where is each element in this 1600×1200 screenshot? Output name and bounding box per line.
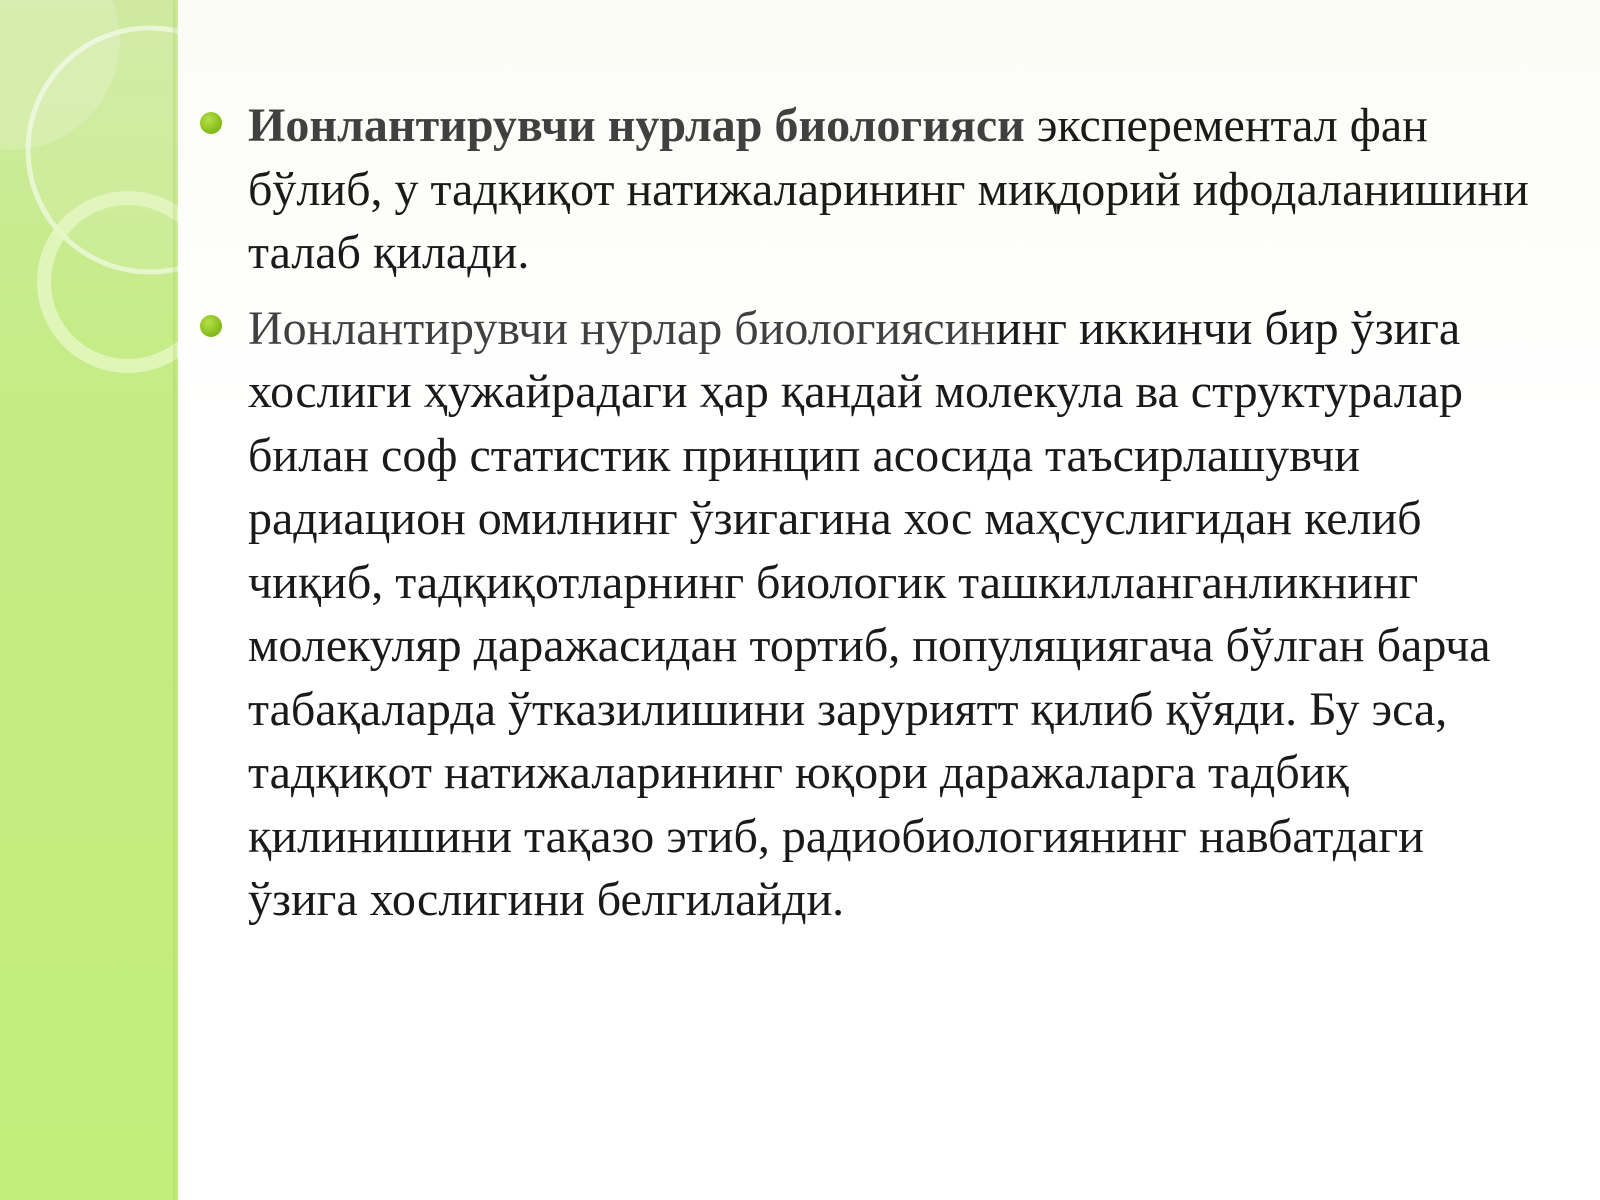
bullet-2-rest: инг иккинчи бир ўзига хослиги ҳужайрадаги ҳар қандай молекула ва структуралар билан соф статистик принцип асосида таъсирлашувчи радиацион омилнинг ўзигагина хос маҳсуслигидан келиб чиқиб, тадқиқотларнинг биологик ташкилланганликнинг молекуляр даражасидан тортиб, популяциягача бўлган барча табақаларда ўтказилишини заруриятт қилиб қўяди. Бу эса, тадқиқот натижаларининг юқори даражаларга тадбиқ қилинишини тақазо этиб, радиобиологиянинг навбатдаги ўзига хослигини белгилайди. <box>248 301 1491 926</box>
slide-content <box>200 94 1540 944</box>
bullet-text-1 <box>248 94 1540 285</box>
side-band-edge <box>173 0 178 1200</box>
bullet-1-bold-term: Ионлантирувчи нурлар биологияси <box>248 99 1025 152</box>
side-band <box>0 0 178 1200</box>
bullet-item-2 <box>200 297 1540 932</box>
bullet-dot-icon <box>200 112 222 134</box>
bullet-1-rest: эксперементал фан бўлиб, у тадқиқот натижаларининг миқдорий ифодаланишини талаб қилади. <box>248 99 1529 279</box>
decorative-circles <box>0 0 178 420</box>
bullet-2-lead: Ионлантирувчи нурлар биологиясин <box>248 301 996 355</box>
bullet-item-1 <box>200 94 1540 285</box>
bullet-dot-icon <box>200 315 222 337</box>
bullet-text-2 <box>248 297 1540 932</box>
